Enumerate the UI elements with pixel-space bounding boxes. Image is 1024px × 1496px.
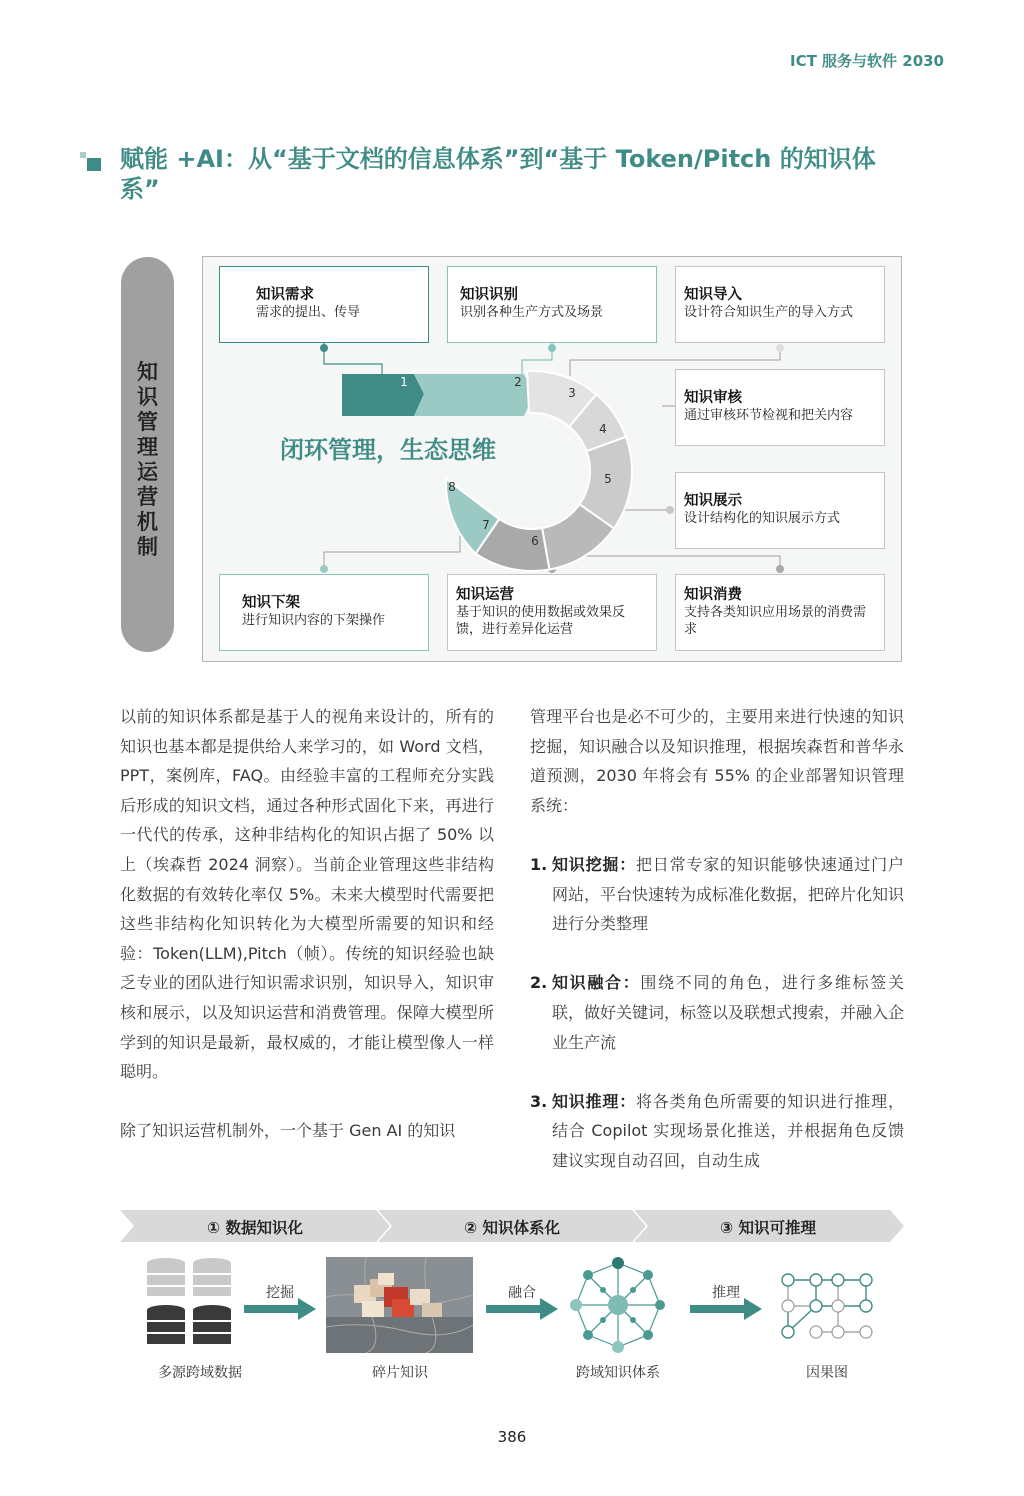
box-title: 知识消费: [684, 587, 742, 603]
step-label-1: 1: [400, 375, 408, 389]
list-item: [530, 968, 904, 1057]
box-knowledge-identify: [447, 266, 657, 343]
box-desc: 支持各类知识应用场景的消费需求: [684, 605, 867, 637]
list-number: 1.: [530, 854, 548, 874]
dot-2: [548, 344, 556, 352]
box-title: 知识审核: [684, 390, 742, 406]
side-label-char: 运: [137, 460, 158, 484]
side-label-char: 理: [137, 435, 158, 459]
box-title: 知识下架: [242, 595, 300, 611]
flow-caption-3: 跨域知识体系: [576, 1365, 660, 1381]
connector-8: [324, 506, 460, 569]
box-knowledge-consume: [675, 574, 885, 651]
box-knowledge-demand: [219, 266, 429, 343]
list-number: 2.: [530, 973, 548, 993]
box-knowledge-retire: [219, 574, 429, 651]
box-knowledge-operate: [447, 574, 657, 651]
database-icon: [146, 1257, 234, 1353]
header-title: ICT 服务与软件 2030: [789, 52, 944, 70]
body-paragraph: 除了知识运营机制外，一个基于 Gen AI 的知识: [120, 1121, 456, 1141]
flow-caption-1: 多源跨域数据: [158, 1365, 242, 1381]
flow-verb-2: 融合: [508, 1285, 536, 1301]
connector-1: [324, 342, 382, 374]
box-desc: 设计结构化的知识展示方式: [684, 511, 841, 526]
causal-graph-icon: [778, 1270, 876, 1342]
stage-label-2: ② 知识体系化: [463, 1219, 561, 1237]
box-knowledge-import: [675, 266, 885, 343]
list-text: 将各类角色所需要的知识进行推理，结合 Copilot 实现场景化推送，并根据角色反馈建议实现自动召回，自动生成: [552, 1091, 904, 1170]
body-paragraph: 管理平台也是必不可少的，主要用来进行快速的知识挖掘，知识融合以及知识推理，根据埃森哲和普华永道预测，2030 年将会有 55% 的企业部署知识管理系统：: [530, 707, 904, 815]
list-number: 3.: [530, 1091, 548, 1111]
step-label-8: 8: [448, 480, 456, 494]
box-knowledge-display: [675, 472, 885, 549]
side-label-char: 制: [137, 535, 158, 559]
dot-1: [320, 344, 328, 352]
cycle-segment-1: [342, 374, 424, 416]
list-item: [530, 1087, 904, 1176]
dot-3: [776, 344, 784, 352]
step-label-6: 6: [531, 534, 539, 548]
step-label-5: 5: [604, 472, 612, 486]
box-title: 知识导入: [684, 287, 742, 303]
box-desc: 进行知识内容的下架操作: [242, 613, 386, 628]
side-label-text: [121, 360, 174, 560]
network-icon: [568, 1255, 668, 1355]
list-head: 知识挖掘：: [552, 854, 636, 874]
list-head: 知识融合：: [552, 973, 641, 993]
page-number: 386: [497, 1428, 527, 1446]
list-text: 把日常专家的知识能够快速通过门户网站，平台快速转为成标准化数据，把碎片化知识进行分类整理: [552, 854, 905, 934]
box-title: 知识识别: [460, 287, 518, 303]
step-label-7: 7: [482, 518, 490, 532]
list-head: 知识推理：: [552, 1091, 636, 1111]
body-right-column: [530, 702, 904, 1176]
flow-caption-2: 碎片知识: [372, 1365, 428, 1381]
cycle-slogan: 闭环管理，生态思维: [280, 436, 496, 464]
list-item: [530, 850, 904, 939]
box-title: 知识展示: [684, 493, 742, 509]
flow-verb-1: 挖掘: [266, 1285, 294, 1301]
side-label-char: 知: [137, 360, 158, 384]
box-title: 知识需求: [256, 287, 314, 303]
flow-caption-4: 因果图: [806, 1365, 848, 1381]
side-label-char: 识: [137, 385, 158, 409]
box-title: 知识运营: [456, 587, 514, 603]
side-label: [121, 360, 174, 560]
connector-2: [522, 342, 552, 374]
box-desc: 基于知识的使用数据或效果反馈，进行差异化运营: [456, 605, 626, 637]
side-label-char: 营: [137, 485, 158, 509]
box-desc: 设计符合知识生产的导入方式: [684, 305, 854, 320]
step-label-4: 4: [599, 422, 607, 436]
box-desc: 识别各种生产方式及场景: [460, 305, 604, 320]
side-label-char: 机: [137, 510, 158, 534]
body-left-column: [120, 702, 494, 1146]
dot-5: [666, 506, 674, 514]
flow-verb-3: 推理: [712, 1285, 740, 1301]
box-desc: 需求的提出、传导: [256, 305, 361, 320]
stage-label-3: ③ 知识可推理: [719, 1219, 817, 1237]
list-text: 围绕不同的角色，进行多维标签关联，做好关键词，标签以及联想式搜索，并融入企业生产流: [552, 973, 905, 1052]
side-label-char: 管: [137, 410, 158, 434]
dot-8: [320, 565, 328, 573]
dot-6: [776, 565, 784, 573]
box-knowledge-review: [675, 369, 885, 446]
body-paragraph: 以前的知识体系都是基于人的视角来设计的，所有的知识也基本都是提供给人来学习的，如 Word 文档，PPT，案例库，FAQ。由经验丰富的工程师充分实践后形成的知识文档，通过各种形式固化下来，再进行一代代的传承，这种非结构化的知识占据了 50% 以上（埃森哲 2024 洞察）。当前企业管理这些非结构化数据的有效转化率仅 5%。未来大模型时代需要把这些非结构化知识转化为大模型所需要的知识和经验：Token(LLM),Pitch（帧）。传统的知识经验也缺乏专业的团队进行知识需求识别，知识导入，知识审核和展示，以及知识运营和消费管理。保障大模型所学到的知识是最新，最权威的，才能让模型像人一样聪明。: [120, 707, 494, 1082]
stage-label-1: ① 数据知识化: [206, 1219, 304, 1237]
box-desc: 通过审核环节检视和把关内容: [684, 408, 854, 423]
puzzle-image: [326, 1257, 473, 1353]
section-title: 赋能 +AI：从“基于文档的信息体系”到“基于 Token/Pitch 的知识体系”: [120, 145, 876, 203]
section-bullet-icon: [80, 152, 102, 172]
step-label-3: 3: [568, 386, 576, 400]
step-label-2: 2: [514, 375, 522, 389]
